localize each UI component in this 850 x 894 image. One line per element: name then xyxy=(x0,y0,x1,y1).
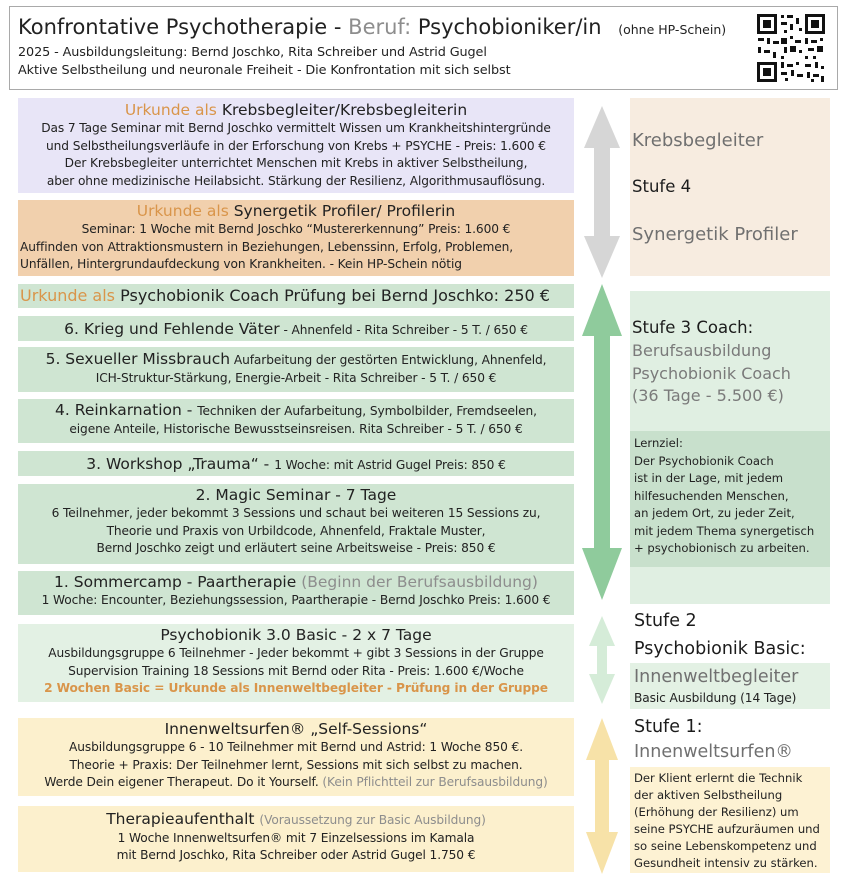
header-line-2: 2025 - Ausbildungsleitung: Bernd Joschko, Rita Schreiber und Astrid Gugel xyxy=(18,45,487,60)
m2-title: 2. Magic Seminar - 7 Tage xyxy=(195,486,397,504)
lernziel-line: an jedem Ort, zu jeder Zeit, xyxy=(634,506,795,520)
side-stufe3-sub-line: (36 Tage - 5.500 €) xyxy=(632,386,784,405)
block-modul-6 xyxy=(18,316,574,341)
stufe1-desc-line: (Erhöhung der Resilienz) um xyxy=(634,805,799,819)
lernziel-line: hilfesuchenden Menschen, xyxy=(634,488,789,503)
side-stufe1-title: Innenweltsurfen® xyxy=(634,742,793,762)
side-stufe1-label: Stufe 1: xyxy=(634,717,703,737)
arrow-stufe4-icon xyxy=(582,106,622,278)
krebs-prefix: Urkunde als xyxy=(124,101,222,119)
m5-text: Aufarbeitung der gestörten Entwicklung, Ahnenfeld, xyxy=(230,353,547,367)
block-modul-3 xyxy=(18,451,574,476)
title-beruf: Beruf: xyxy=(348,15,412,39)
synergetik-prefix: Urkunde als xyxy=(136,202,234,220)
page-title xyxy=(18,14,726,43)
basic-line: Ausbildungsgruppe 6 Teilnehmer - Jeder bekommt + gibt 3 Sessions in der Gruppe xyxy=(48,646,544,660)
lernziel-line: Der Psychobionik Coach xyxy=(634,453,774,468)
block-coach xyxy=(18,284,574,308)
krebs-line: Der Krebsbegleiter unterrichtet Menschen mit Krebs in aktiver Selbstheilung, xyxy=(64,156,528,170)
m4-title: 4. Reinkarnation - xyxy=(55,401,198,419)
therapie-line: mit Bernd Joschko, Rita Schreiber oder Astrid Gugel 1.750 € xyxy=(116,848,476,862)
krebs-line: Das 7 Tage Seminar mit Bernd Joschko vermittelt Wissen um Krankheitshintergründe xyxy=(41,121,551,135)
basic-line: Supervision Training 18 Sessions mit Bernd oder Rita - Preis: 1.600 €/Woche xyxy=(68,663,524,678)
lernziel-line: + psychobionisch zu arbeiten. xyxy=(634,541,810,555)
therapie-title: Therapieaufenthalt xyxy=(106,810,260,828)
krebs-line: aber ohne medizinische Heilabsicht. Stärkung der Resilienz, Algorithmusauflösung. xyxy=(46,173,546,188)
arrow-stufe3-icon xyxy=(580,284,624,600)
block-modul-1 xyxy=(18,571,574,615)
coach-title: Psychobionik Coach Prüfung bei Bernd Joschko: 250 € xyxy=(120,286,550,305)
m1-title-gray: (Beginn der Berufsausbildung) xyxy=(301,573,538,591)
m3-text: 1 Woche: mit Astrid Gugel Preis: 850 € xyxy=(274,458,506,472)
block-therapieaufenthalt xyxy=(18,806,574,872)
side-stufe2-sub: Innenweltbegleiter xyxy=(634,667,799,687)
m6-text: - Ahnenfeld - Rita Schreiber - 5 T. / 650 € xyxy=(279,323,528,337)
block-innenweltsurfen xyxy=(18,718,574,796)
m6-title: 6. Krieg und Fehlende Väter xyxy=(64,320,280,338)
header-line-3: Aktive Selbstheilung und neuronale Freiheit - Die Konfrontation mit sich selbst xyxy=(18,63,511,78)
block-synergetik xyxy=(18,200,574,276)
arrow-stufe1-icon xyxy=(584,718,620,874)
side-stufe3-title: Stufe 3 Coach: xyxy=(632,318,754,337)
surfen-line: Theorie + Praxis: Der Teilnehmer lernt, Sessions mit sich selbst zu machen. xyxy=(69,757,523,772)
m1-line2: 1 Woche: Encounter, Beziehungssession, Paartherapie - Bernd Joschko Preis: 1.600 € xyxy=(41,593,551,607)
synergetik-title: Synergetik Profiler/ Profilerin xyxy=(233,202,456,220)
stufe1-desc-line: so seine Lebenskompetenz und xyxy=(634,839,817,853)
side-stufe3-sub-line: Psychobionik Coach xyxy=(632,363,791,383)
basic-highlight: 2 Wochen Basic = Urkunde als Innenweltbegleiter - Prüfung in der Gruppe xyxy=(44,681,548,695)
side-stufe2-note: Basic Ausbildung (14 Tage) xyxy=(634,691,797,705)
lernziel-line: Lernziel: xyxy=(634,436,683,450)
m2-line: 6 Teilnehmer, jeder bekommt 3 Sessions und schaut bei weiteren 15 Sessions zu, xyxy=(51,506,541,520)
title-note: (ohne HP-Schein) xyxy=(618,22,727,37)
synergetik-line: Unfällen, Hintergrundaufdeckung von Krankheiten. - Kein HP-Schein nötig xyxy=(20,257,462,271)
m3-title: 3. Workshop „Trauma“ - xyxy=(86,455,275,473)
krebs-line: und Selbstheilungsverläufe in der Erforschung von Krebs + PSYCHE - Preis: 1.600 € xyxy=(46,138,546,153)
therapie-title-gray: (Voraussetzung zur Basic Ausbildung) xyxy=(259,813,486,827)
side-stufe1-desc xyxy=(630,767,830,873)
lernziel-line: mit jedem Thema synergetisch xyxy=(634,523,815,538)
stufe1-desc-line: seine PSYCHE aufzuräumen und xyxy=(634,822,820,836)
stufe1-desc-line: Der Klient erlernt die Technik xyxy=(634,771,803,785)
side-stufe4-label: Stufe 4 xyxy=(632,177,692,196)
qr-code-icon[interactable] xyxy=(755,12,827,84)
therapie-line: 1 Woche Innenweltsurfen® mit 7 Einzelsessions im Kamala xyxy=(117,830,475,845)
basic-title: Psychobionik 3.0 Basic - 2 x 7 Tage xyxy=(160,626,432,644)
surfen-title: Innenweltsurfen® „Self-Sessions“ xyxy=(164,720,428,738)
side-stufe2-label: Stufe 2 xyxy=(634,611,697,631)
side-stufe2-title: Psychobionik Basic: xyxy=(634,639,806,659)
title-part2: Psychobioniker/in xyxy=(411,15,602,39)
block-modul-5 xyxy=(18,347,574,392)
side-stufe3-sub-line: Berufsausbildung xyxy=(632,341,772,360)
side-synergetik: Synergetik Profiler xyxy=(632,224,798,245)
m4-text: Techniken der Aufarbeitung, Symbolbilder, Fremdseelen, xyxy=(197,404,537,418)
stufe1-desc-line: der aktiven Selbstheilung xyxy=(634,788,783,802)
m5-title: 5. Sexueller Missbrauch xyxy=(45,350,231,368)
m5-line2: ICH-Struktur-Stärkung, Energie-Arbeit - Rita Schreiber - 5 T. / 650 € xyxy=(95,370,497,385)
lernziel-line: ist in der Lage, mit jedem xyxy=(634,471,784,485)
block-krebsbegleiter xyxy=(18,98,574,193)
m2-line: Bernd Joschko zeigt und erläutert seine Arbeitsweise - Preis: 850 € xyxy=(96,541,496,555)
synergetik-line: Seminar: 1 Woche mit Bernd Joschko “Mustererkennung” Preis: 1.600 € xyxy=(81,222,511,236)
side-lernziel xyxy=(630,431,830,567)
stufe1-desc-line: Gesundheit intensiv zu stärken. xyxy=(634,856,818,870)
krebs-title: Krebsbegleiter/Krebsbegleiterin xyxy=(221,101,468,119)
m1-title: 1. Sommercamp - Paartherapie xyxy=(54,573,302,591)
surfen-line: Ausbildungsgruppe 6 - 10 Teilnehmer mit Bernd und Astrid: 1 Woche 850 €. xyxy=(69,740,523,754)
block-basic xyxy=(18,624,574,702)
surfen-line3-gray: (Kein Pflichtteil zur Berufsausbildung) xyxy=(322,775,548,789)
synergetik-line: Auffinden von Attraktionsmustern in Beziehungen, Lebenssinn, Erfolg, Problemen, xyxy=(20,239,514,254)
m4-line2: eigene Anteile, Historische Bewusstseinsreisen. Rita Schreiber - 5 T. / 650 € xyxy=(69,421,523,436)
surfen-line3: Werde Dein eigener Therapeut. Do it Yourself. xyxy=(44,775,323,789)
m2-line: Theorie und Praxis von Urbildcode, Ahnenfeld, Fraktale Muster, xyxy=(106,523,486,538)
block-modul-4 xyxy=(18,399,574,443)
arrow-stufe2-icon xyxy=(588,616,616,704)
block-modul-2 xyxy=(18,484,574,564)
side-krebsbegleiter: Krebsbegleiter xyxy=(632,130,764,151)
side-stufe3-sub xyxy=(632,340,791,408)
title-part1: Konfrontative Psychotherapie - xyxy=(18,15,349,39)
coach-prefix: Urkunde als xyxy=(20,286,121,305)
